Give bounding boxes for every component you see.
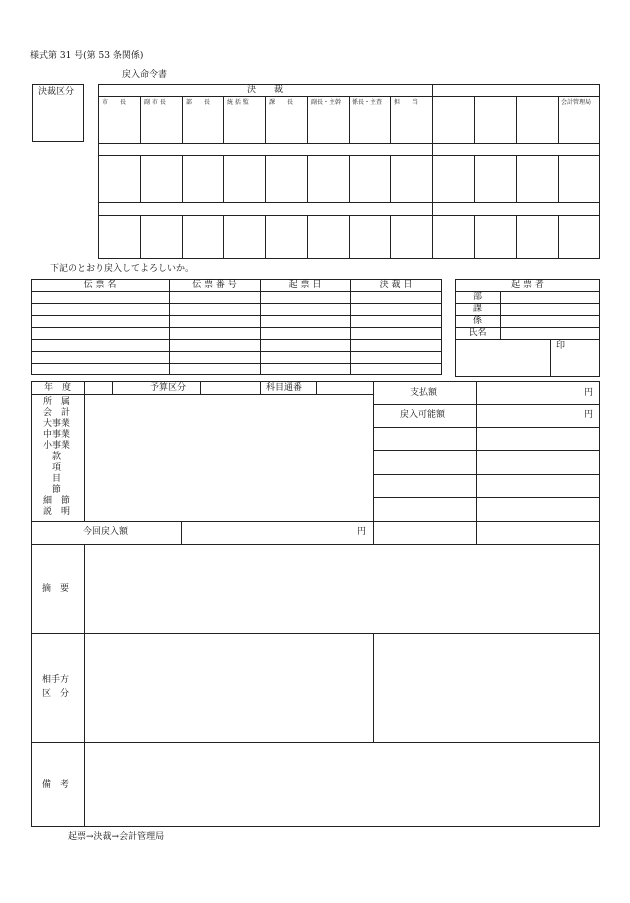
major-project-label: 大事業 <box>43 419 71 429</box>
remarks-label: 備 考 <box>42 780 70 790</box>
issuer-section-label: 課 <box>472 304 482 314</box>
slip-number-header: 伝 票 番 号 <box>192 280 237 290</box>
statement: 下記のとおり戻入してよろしいか。 <box>50 264 195 274</box>
main-form <box>31 381 600 827</box>
slip-name-header: 伝 票 名 <box>83 280 117 290</box>
counterparty-class-label: 区 分 <box>42 689 70 699</box>
sub-setsu-label: 細 節 <box>43 496 71 506</box>
issuer-subsection-label: 係 <box>472 316 482 326</box>
kessai-header: 決 裁 <box>246 85 283 95</box>
refundable-yen: 円 <box>584 410 594 420</box>
issuer-department-label: 部 <box>472 292 482 302</box>
role-mayor: 市 長 <box>102 99 127 106</box>
budget-class-label: 予算区分 <box>150 383 187 393</box>
minor-project-label: 小事業 <box>43 441 71 451</box>
current-refund-yen: 円 <box>357 527 367 537</box>
role-deputy-chief: 副長・主幹 <box>311 99 342 106</box>
current-refund-label: 今回戻入額 <box>83 527 129 537</box>
refundable-amount-label: 戻入可能額 <box>400 410 446 420</box>
role-accounting: 会計管理局 <box>561 99 592 106</box>
affiliation-label: 所 属 <box>43 397 71 407</box>
payment-amount-label: 支払額 <box>410 388 438 398</box>
issuer-name-label: 氏名 <box>468 328 487 338</box>
kou-label: 項 <box>52 463 62 473</box>
issuer-title: 起 票 者 <box>511 280 544 290</box>
approval-date-header: 決 裁 日 <box>379 280 413 290</box>
role-supervisor: 統 括 監 <box>227 99 249 106</box>
mid-project-label: 中事業 <box>43 430 71 440</box>
role-subsection-chief: 係長・主査 <box>352 99 383 106</box>
kan-label: 款 <box>52 452 62 462</box>
issue-date-header: 起 票 日 <box>288 280 322 290</box>
summary-label: 摘 要 <box>42 584 70 594</box>
workflow-note: 起票→決裁→会計管理局 <box>68 832 165 842</box>
role-deputy-mayor: 副 市 長 <box>144 99 166 106</box>
accounting-label: 会 計 <box>43 408 71 418</box>
year-label: 年 度 <box>44 383 72 393</box>
approval-category-label: 決裁区分 <box>38 87 75 97</box>
account-code-label: 科目通番 <box>266 383 303 393</box>
role-director: 部 長 <box>186 99 211 106</box>
description-label: 説 明 <box>43 507 71 517</box>
payment-yen: 円 <box>584 388 594 398</box>
document-title: 戻入命令書 <box>122 70 168 80</box>
counterparty-label: 相手方 <box>42 675 70 685</box>
role-staff: 担 当 <box>394 99 419 106</box>
form-number: 様式第 31 号(第 53 条関係) <box>30 51 144 61</box>
role-section-chief: 課 長 <box>269 99 294 106</box>
seal-mark: 印 <box>556 341 566 351</box>
setsu-label: 節 <box>52 485 62 495</box>
moku-label: 目 <box>52 474 62 484</box>
